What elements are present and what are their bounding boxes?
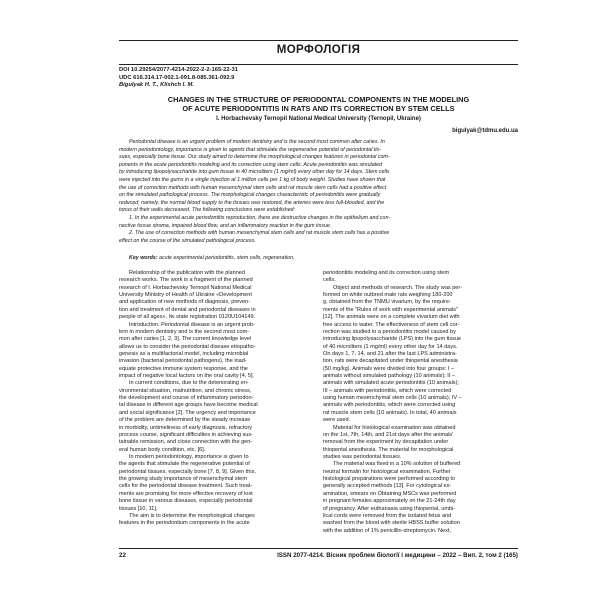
- body-text-line: tainable remission, and close connection with the gen-: [119, 439, 253, 446]
- body-text-line: tissues [10, 11].: [119, 505, 158, 512]
- body-text-line: were used.: [323, 417, 351, 424]
- body-text-line: the agents that stimulate the regenerative potential of: [119, 461, 250, 468]
- body-text-line: the growing study importance of mesenchymal stem: [119, 476, 247, 483]
- body-text-line: The material was fixed in a 10% solution of buffered: [333, 461, 461, 468]
- abstract-line: the use of correction methods with human mesenchymal stem cells and rat muscle stem cells had a positive effect: [119, 184, 387, 191]
- abstract-line: reduced; namely, the normal blood supply to the tissues was restored, the arteries were less full-blooded, and the: [119, 199, 385, 206]
- article-meta: [119, 67, 518, 90]
- abstract-line: were injected into the gums in a single injection at 1 million cells per 1 kg of body weight. Studies have shown that: [119, 176, 386, 183]
- body-text-line: features in the periodontium components in the acute: [119, 520, 250, 527]
- body-text-line: mon after caries [1, 2, 3]. The current knowledge level: [119, 336, 252, 343]
- abstract-line: Periodontal disease is an urgent problem of modern dentistry and is the second most common after caries. In: [129, 139, 385, 145]
- keywords-label: Key words:: [129, 255, 158, 261]
- body-text-line: rat muscle stem cells (10 animals). In total, 40 animals: [323, 409, 457, 416]
- body-text-line: Object and methods of research. The study was per-: [333, 284, 463, 291]
- keywords-text: acute experimental periodontitis, stem cells, regeneration.: [159, 255, 295, 261]
- keywords-line: [119, 255, 528, 263]
- body-text-line: Material for histological examination was obtained: [333, 424, 456, 431]
- body-text-line: and application of new methods of diagnosis, preven-: [119, 299, 251, 306]
- body-text-line: free access to water. The effectiveness of stem cell cor-: [323, 321, 460, 328]
- body-text-line: tion, rats were decapitated under thiopental anesthesia: [323, 358, 458, 365]
- body-text-line: invasion (bacterial periodontal pathogens), the inad-: [119, 358, 247, 365]
- section-title: МОРФОЛОГІЯ: [276, 44, 361, 56]
- affiliation: I. Horbachevsky Ternopil National Medical University (Ternopil, Ukraine): [216, 116, 421, 122]
- body-text-line: vironmental situation, malnutrition, and chronic stress,: [119, 387, 252, 394]
- abstract: [119, 139, 518, 245]
- abstract-line: tonus of their walls decreased. The following conclusions were established:: [119, 207, 296, 214]
- header-rule-bottom: [119, 64, 518, 65]
- body-text-line: The aim is to determine the morphological changes: [129, 512, 255, 519]
- body-text-line: washed from the blood with sterile HBSS buffer solution: [323, 520, 460, 527]
- body-text-line: In modern periodontology, importance is given to: [129, 453, 249, 460]
- body-text-line: tal disease in different age groups have become medical: [119, 402, 258, 409]
- body-text-line: impact of negative local factors on the oral cavity [4, 5].: [119, 373, 255, 380]
- abstract-line: on the simulated pathological process. The morphological changes characteristic of periodontitis were gradually: [119, 192, 381, 199]
- abstract-line: by introducing lipopolysaccharide into gum tissue in 40 microliters (1 mg/ml) every other day for 14 days. Stem cells: [119, 169, 390, 176]
- article-title: [119, 95, 518, 113]
- body-text-line: in pregnant females approximately on the 21-24th day: [323, 498, 456, 505]
- body-text-line: formed on white outbred male rats weighing 180-200: [323, 292, 453, 299]
- body-text-line: research works. The work is a fragment of the planned: [119, 277, 253, 284]
- body-text-line: animals with periodontitis, which were corrected using: [323, 402, 456, 409]
- body-text-line: of pregnancy. After euthanasia using thiopental, umbi-: [323, 505, 456, 512]
- body-text-line: [12]. The animals were on a complete vivarium diet with: [323, 314, 460, 321]
- journal-issn: ISSN 2077-4214. Вісник проблем біології і медицини – 2022 – Вип. 2, том 2 (165): [277, 552, 518, 559]
- body-text-line: the development and course of inflammatory periodon-: [119, 395, 254, 402]
- body-text-line: histological preparations were performed according to: [323, 476, 455, 483]
- body-text-line: thiopental anesthesia. The material for morphological: [323, 446, 454, 453]
- abstract-line: sues, especially bone tissue. Our study aimed to determine the morphological changes features in periodontal com-: [119, 154, 390, 161]
- body-text-line: of 40 microliters (1 mg/ml) every other day for 14 days.: [323, 343, 458, 350]
- body-text-line: cells.: [323, 277, 336, 284]
- body-text-line: periodontitis modeling and its correction using stem: [323, 270, 450, 276]
- body-text-line: periodontal tissues, especially bone [7, 8, 9]. Given this,: [119, 468, 256, 475]
- udc-line: UDC 616.314.17-002.1-091.8-085.361-092.9: [119, 74, 235, 81]
- body-text-line: cells for the periodontal disease treatment. Such treat-: [119, 483, 253, 490]
- body-column-left: [119, 270, 314, 528]
- abstract-line: ponents in the acute periodontitis modeling and its correction using stem cells. Acute periodontitis was simulated: [119, 161, 383, 168]
- body-text-line: removal from the experiment by decapitation under: [323, 439, 449, 446]
- body-text-line: animals without simulated pathology (10 animals); II –: [323, 373, 455, 380]
- title-line: OF ACUTE PERIODONTITIS IN RATS AND ITS CORRECTION BY STEM CELLS: [182, 104, 455, 113]
- page-number: 22: [119, 552, 126, 559]
- body-text-line: equate protective immune system response, and the: [119, 365, 248, 372]
- abstract-line: nective tissue stroma, impaired blood flow, and an inflammatory reaction in the gum tissue.: [119, 222, 332, 229]
- body-column-right: [323, 270, 518, 535]
- body-text-line: bone tissue in various diseases, especially periodontal: [119, 498, 253, 505]
- body-text-line: rection was studied in a periodontitis model caused by: [323, 328, 456, 335]
- body-text-line: process course, significant difficulties in achieving sus-: [119, 431, 254, 438]
- body-text-line: studies was periodontal tissues.: [323, 453, 402, 460]
- body-text-line: g, obtained from the TNMU vivarium, by the require-: [323, 299, 451, 306]
- body-text-line: genesis as a multifactorial model, including microbial: [119, 350, 249, 357]
- abstract-line: effect on the course of the simulated pathological process.: [119, 237, 256, 244]
- body-text-line: (50 mg/kg). Animals were divided into four groups: I –: [323, 365, 455, 372]
- body-text-line: lem in modern dentistry and is the second most com-: [119, 328, 250, 335]
- body-text-line: ments are promising for more effective recovery of lost: [119, 490, 253, 497]
- authors-line: Bigulyak H. T., Klishch I. M.: [119, 82, 194, 89]
- body-text-line: On days 1, 7, 14, and 21 after the last LPS administra-: [323, 350, 457, 357]
- abstract-line: 2. The use of correction methods with human mesenchymal stem cells and rat muscle stem cells has a positive: [129, 230, 390, 237]
- body-text-line: research of I. Horbachevsky Ternopil National Medical: [119, 284, 252, 291]
- body-text-line: introducing lipopolysaccharide (LPS) into the gum tissue: [323, 336, 462, 343]
- body-text-line: ments of the "Rules of work with experimental animals": [323, 306, 458, 313]
- body-text-line: with the addition of 1% penicillin-streptomycin. Next,: [323, 527, 451, 534]
- body-text-line: of the problem are determined by the steady increase: [119, 417, 251, 424]
- abstract-line: 1. In the experimental acute periodontitis reproduction, there are destructive changes in the epithelium and con-: [129, 214, 391, 221]
- body-text-line: in morbidity, untimeliness of early diagnosis, refractory: [119, 424, 253, 431]
- body-text-line: In current conditions, due to the deteriorating en-: [129, 380, 249, 387]
- body-text-line: University Ministry of Health of Ukraine «Development: [119, 292, 252, 299]
- footer-rule: [119, 548, 518, 549]
- body-text-line: Relationship of the publication with the planned: [129, 270, 245, 276]
- doi-line[interactable]: DOI 10.29254/2077-4214-2022-2-2-165-22-31: [119, 67, 238, 73]
- body-text-line: neutral formalin for histological examination. Further: [323, 468, 451, 475]
- body-text-line: Introduction. Periodontal disease is an urgent prob-: [129, 321, 255, 328]
- body-text-line: animals with simulated acute periodontitis (10 animals);: [323, 380, 459, 387]
- header-rule-top: [119, 40, 518, 41]
- title-line: CHANGES IN THE STRUCTURE OF PERIODONTAL COMPONENTS IN THE MODELING: [167, 95, 470, 104]
- body-text-line: people of all ages», № state registration 0120U104149.: [119, 314, 256, 321]
- author-email[interactable]: bigulyak@tdmu.edu.ua: [452, 128, 518, 134]
- body-text-line: using human mesenchymal stem cells (10 animals); IV –: [323, 395, 462, 402]
- body-text-line: lical cords were removed from the isolated fetus and: [323, 512, 452, 519]
- body-text-line: allows us to consider the periodontal disease etiopatho-: [119, 343, 256, 350]
- body-text-line: tion and treatment of dental and periodontal diseases in: [119, 306, 256, 313]
- body-text-line: amination, smears on Obtaining MSCs was performed: [323, 490, 457, 497]
- body-text-line: eral human body condition, etc. [6].: [119, 446, 206, 453]
- abstract-line: modern periodontology, importance is given to agents that stimulate the regenerative potential of periodontal tis-: [119, 146, 381, 153]
- body-text-line: III – animals with periodontitis, which were corrected: [323, 387, 452, 394]
- body-text-line: on the 1st, 7th, 14th, and 21st days after the animals': [323, 431, 454, 438]
- body-text-line: and social significance [2]. The urgency and importance: [119, 409, 256, 416]
- body-text-line: generally accepted methods [13]. For cytological ex-: [323, 483, 452, 490]
